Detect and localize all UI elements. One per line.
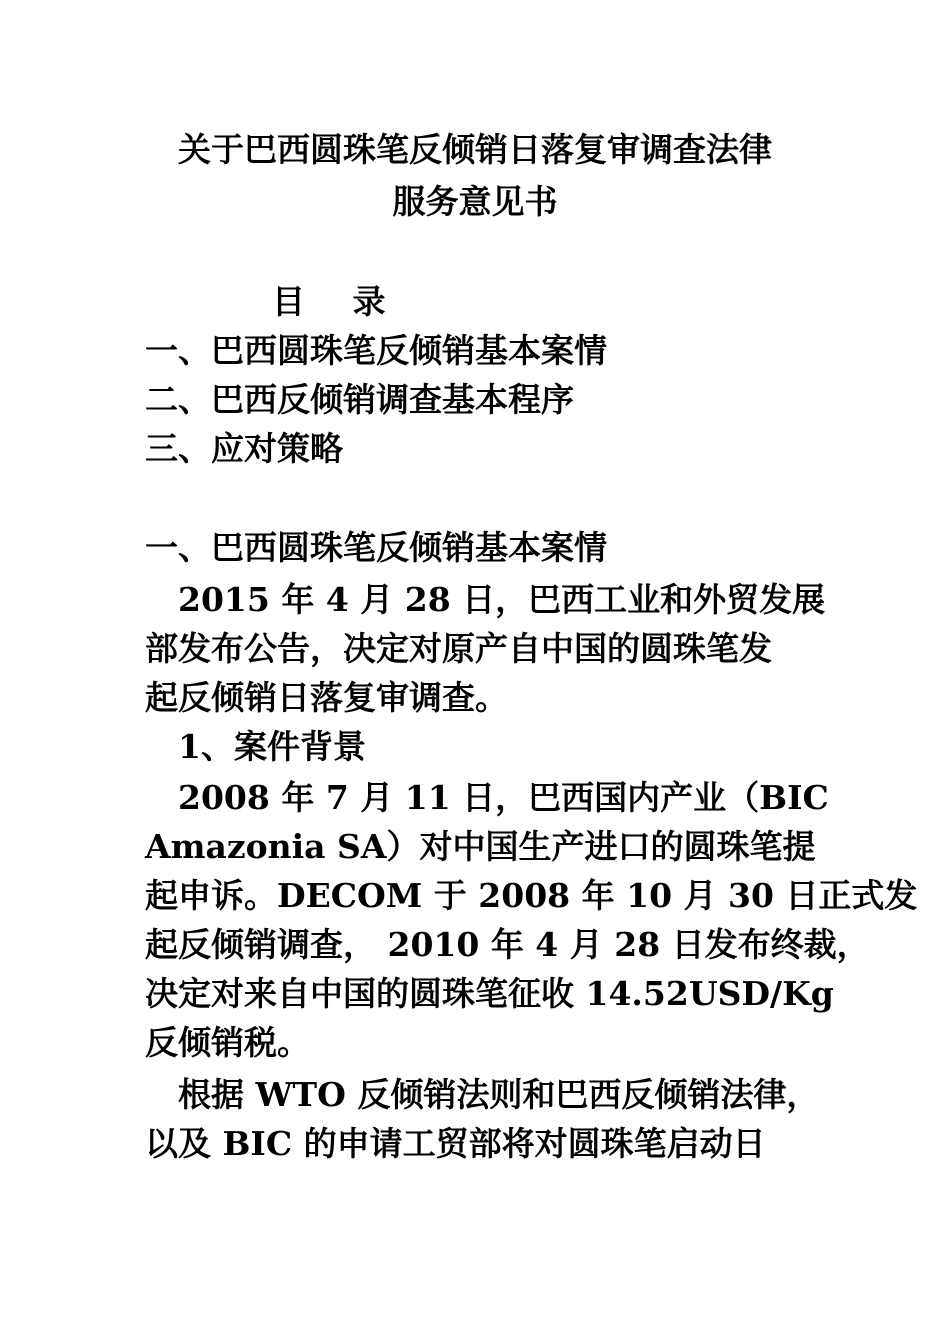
para-2-line-2: Amazonia SA）对中国生产进口的圆珠笔提 bbox=[145, 827, 816, 866]
para-3-line-1: 根据 WTO 反倾销法则和巴西反倾销法律， bbox=[178, 1075, 820, 1114]
toc-item-3: 三、应对策略 bbox=[145, 429, 343, 468]
para-2-line-5: 决定对来自中国的圆珠笔征收 14.52USD/Kg bbox=[145, 974, 834, 1013]
toc-heading: 目 录 bbox=[272, 282, 404, 321]
document-title-line-2: 服务意见书 bbox=[392, 182, 558, 221]
para-2-line-6: 反倾销税。 bbox=[145, 1023, 310, 1062]
toc-item-2: 二、巴西反倾销调查基本程序 bbox=[145, 380, 574, 419]
subheading-case-background: 1、案件背景 bbox=[178, 727, 366, 766]
document-title-line-1: 关于巴西圆珠笔反倾销日落复审调查法律 bbox=[178, 130, 772, 169]
para-3-line-2: 以及 BIC 的申请工贸部将对圆珠笔启动日 bbox=[145, 1124, 766, 1163]
para-1-line-2: 部发布公告，决定对原产自中国的圆珠笔发 bbox=[145, 629, 772, 668]
para-1-line-3: 起反倾销日落复审调查。 bbox=[145, 678, 508, 717]
para-2-line-3: 起申诉。DECOM 于 2008 年 10 月 30 日正式发 bbox=[145, 876, 918, 915]
section-1-heading: 一、巴西圆珠笔反倾销基本案情 bbox=[145, 528, 607, 567]
para-2-line-4: 起反倾销调查， 2010 年 4 月 28 日发布终裁， bbox=[145, 925, 870, 964]
para-2-line-1: 2008 年 7 月 11 日，巴西国内产业（BIC bbox=[178, 778, 829, 817]
para-1-line-1: 2015 年 4 月 28 日，巴西工业和外贸发展 bbox=[178, 580, 826, 619]
toc-item-1: 一、巴西圆珠笔反倾销基本案情 bbox=[145, 331, 607, 370]
